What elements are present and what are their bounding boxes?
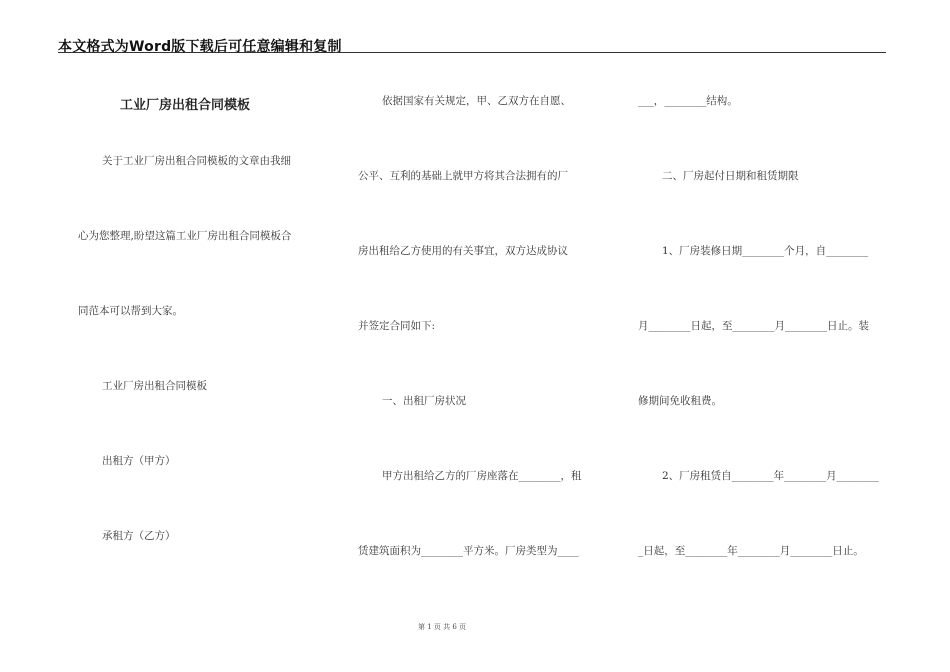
col1-line-2: 心为您整理,盼望这篇工业厂房出租合同模板合	[78, 230, 292, 242]
col2-line-1: 依据国家有关规定，甲、乙双方在自愿、	[382, 95, 571, 107]
col1-line-3: 同范本可以帮到大家。	[78, 305, 183, 317]
col3-line-2: 二、厂房起付日期和租赁期限	[662, 170, 799, 182]
col2-line-2: 公平、互利的基础上就甲方将其合法拥有的厂	[358, 170, 568, 182]
col3-line-4: 月________日起，至________月________日止。装	[638, 320, 869, 332]
col1-line-1: 关于工业厂房出租合同模板的文章由我细	[102, 155, 291, 167]
col3-line-5: 修期间免收租费。	[638, 395, 722, 407]
col1-line-6: 承租方（乙方）	[102, 530, 176, 542]
col1-line-5: 出租方（甲方）	[102, 455, 176, 467]
col3-line-6: 2、厂房租赁自________年________月________	[662, 470, 879, 482]
document-title: 工业厂房出租合同模板	[120, 98, 251, 113]
col2-line-6: 甲方出租给乙方的厂房座落在________，租	[382, 470, 582, 482]
col2-line-3: 房出租给乙方使用的有关事宜，双方达成协议	[358, 245, 568, 257]
col1-line-4: 工业厂房出租合同模板	[102, 380, 207, 392]
page-footer: 第 1 页 共 6 页	[417, 623, 467, 631]
col2-line-7: 赁建筑面积为________平方米。厂房类型为____	[358, 545, 579, 557]
col3-line-3: 1、厂房装修日期________个月，自________	[662, 245, 869, 257]
col2-line-5: 一、出租厂房状况	[382, 395, 466, 407]
header-divider	[58, 52, 886, 53]
col3-line-7: _日起，至________年________月________日止。	[638, 545, 864, 557]
page-header: 本文格式为Word版下载后可任意编辑和复制	[58, 39, 342, 55]
col3-line-1: ___，________结构。	[638, 95, 738, 107]
col2-line-4: 并签定合同如下:	[358, 320, 436, 332]
